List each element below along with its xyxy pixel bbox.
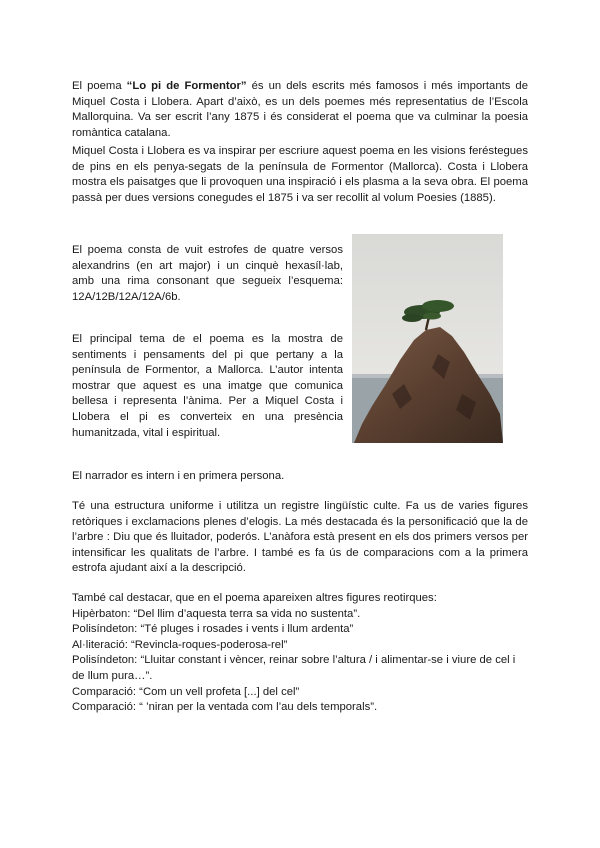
list-item: Polisíndeton: “Té pluges i rosades i vents i llum ardenta” (72, 623, 354, 636)
intro-lead: El poema (72, 80, 127, 92)
structure-paragraph: El poema consta de vuit estrofes de quatre versos alexandrins (en art major) i un cinquè hexasíl·lab, amb una rima consonant que segueix l’esquema: 12A/12B/12A/12A/6b. (72, 244, 343, 303)
list-item: Comparació: “Com un vell profeta [...] del cel” (72, 685, 300, 698)
list-item: Hipèrbaton: “Del llim d’aquesta terra sa vida no sustenta”. (72, 607, 361, 620)
intro-paragraph (72, 79, 528, 141)
narrator-paragraph: El narrador es intern i en primera persona. (72, 470, 285, 482)
poem-title: “Lo pi de Formentor” (126, 80, 247, 92)
pine-rock-photo (352, 234, 503, 443)
pine-rock-illustration (352, 234, 503, 443)
figures-intro: També cal destacar, que en el poema apareixen altres figures reotirques: (72, 592, 437, 604)
rhetorical-figures-list (72, 591, 528, 716)
inspiration-paragraph: Miquel Costa i Llobera es va inspirar per escriure aquest poema en les visions feréstegues de pins en els penya-segats de la península de Formentor (Mallorca). Costa i Llobera mostra els paisatges que li provoquen una inspiració i els plasma a la seva obra. El poema passà per dues versions conegudes el 1875 i va ser recollit al volum Poesies (1885). (72, 145, 528, 204)
list-item: Al·literació: “Revincla-roques-poderosa-rel” (72, 638, 288, 651)
list-item: Comparació: “ ’niran per la ventada com l’au dels temporals”. (72, 701, 378, 714)
list-item: Polisíndeton: “Lluitar constant i vèncer, reinar sobre l’altura / i alimentar-se i viure de cel i de llum pura…”. (72, 654, 516, 682)
intro-rest: és un dels escrits més famosos i més importants de Miquel Costa i Llobera. Apart d’això, es un dels poemes més representatius de l’Escola Mallorquina. Va ser escrit l’any 1875 i és considerat el poema que va culminar la poesia romàntica catalana. (72, 80, 529, 139)
style-paragraph: Té una estructura uniforme i utilitza un registre lingüístic culte. Fa us de varies figures retòriques i exclamacions plenes d’elogis. La més destacada és la personificació que la de l’arbre : Diu que és lluitador, poderós. L’anàfora està present en els dos primers versos per intensificar les qualitats de l’arbre. I també es fa ús de comparacions com a la primera estrofa ajudant així a la descripció. (72, 500, 528, 575)
theme-paragraph: El principal tema de el poema es la mostra de sentiments i pensaments del pi que pertany a la península de Formentor, a Mallorca. L’autor intenta mostrar que aquest es una imatge que comunica bellesa i representa l’ànima. Per a Miquel Costa i Llobera el pi es converteix en una presència humanitzada, vital i espiritual. (72, 333, 343, 439)
